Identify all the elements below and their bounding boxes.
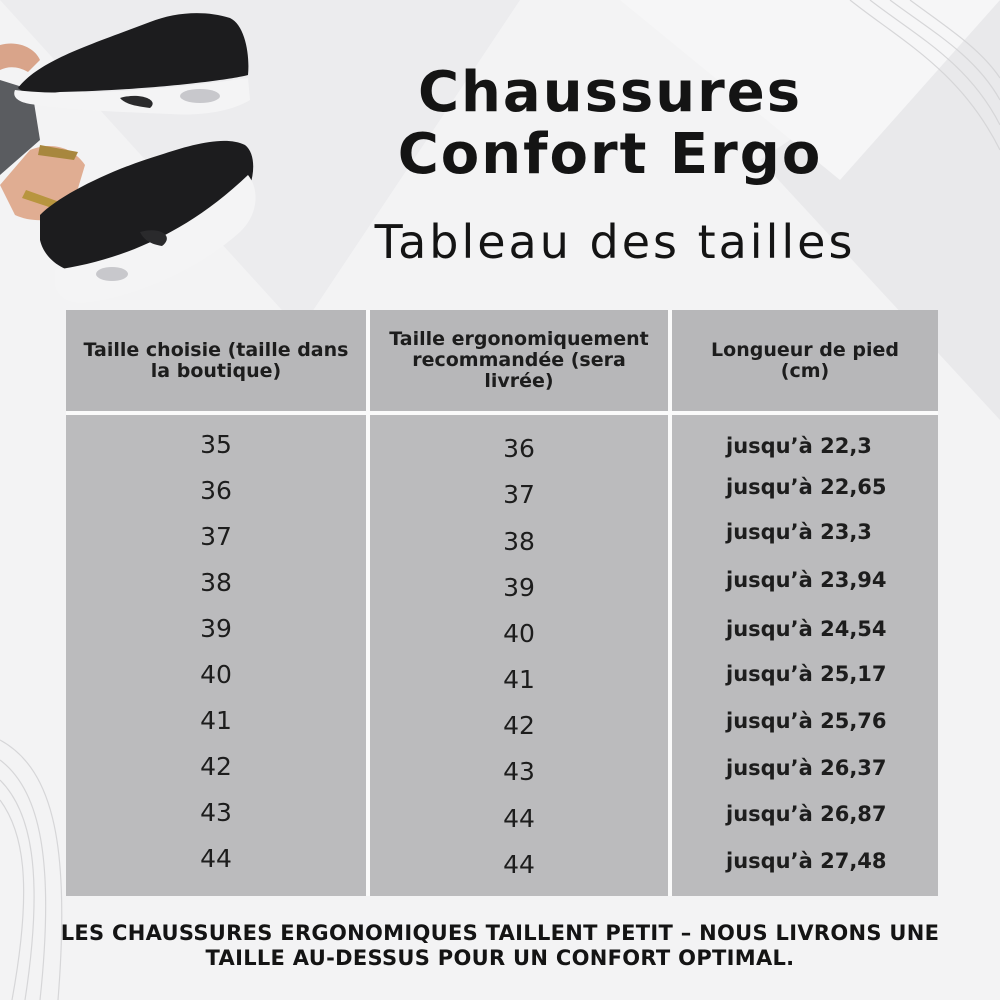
recommended-size-cell: 40 (503, 619, 535, 648)
foot-length-cell: jusqu’à 22,3 (726, 434, 872, 458)
foot-length-cell: jusqu’à 25,76 (726, 709, 887, 733)
page-title (330, 62, 890, 186)
recommended-size-cell: 37 (503, 480, 535, 509)
column-foot-length (672, 310, 938, 896)
chosen-size-cell: 37 (200, 522, 232, 551)
title-line-1: Chaussures (417, 60, 803, 125)
recommended-size-cell: 38 (503, 527, 535, 556)
sizing-note: LES CHAUSSURES ERGONOMIQUES TAILLENT PETIT – NOUS LIVRONS UNE TAILLE AU-DESSUS POUR UN CONFORT OPTIMAL. (60, 921, 940, 970)
chosen-size-cell: 43 (200, 798, 232, 827)
foot-length-cell: jusqu’à 22,65 (726, 475, 887, 499)
column-body (672, 415, 938, 896)
recommended-size-cell: 43 (503, 757, 535, 786)
chosen-size-cell: 35 (200, 430, 232, 459)
foot-length-cell: jusqu’à 23,3 (726, 520, 872, 544)
size-table (66, 310, 938, 896)
chosen-size-cell: 41 (200, 706, 232, 735)
page-subtitle: Tableau des tailles (374, 215, 856, 269)
foot-length-cell: jusqu’à 27,48 (726, 849, 887, 873)
chosen-size-cell: 40 (200, 660, 232, 689)
chosen-size-cell: 42 (200, 752, 232, 781)
foot-length-cell: jusqu’à 25,17 (726, 662, 887, 686)
recommended-size-cell: 36 (503, 434, 535, 463)
foot-length-cell: jusqu’à 24,54 (726, 617, 887, 641)
recommended-size-cell: 41 (503, 665, 535, 694)
foot-length-cell: jusqu’à 26,87 (726, 802, 887, 826)
chosen-size-cell: 44 (200, 844, 232, 873)
chosen-size-cell: 39 (200, 614, 232, 643)
shoe-photo (0, 0, 265, 315)
chosen-size-cell: 38 (200, 568, 232, 597)
chosen-size-cell: 36 (200, 476, 232, 505)
column-body (66, 415, 366, 896)
column-body (370, 415, 668, 896)
recommended-size-cell: 44 (503, 850, 535, 879)
title-line-2: Confort Ergo (397, 122, 823, 187)
column-recommended-size (370, 310, 668, 896)
column-header: Taille choisie (taille dans la boutique) (66, 310, 366, 411)
recommended-size-cell: 42 (503, 711, 535, 740)
column-header: Longueur de pied (cm) (672, 310, 938, 411)
column-header: Taille ergonomiquement recommandée (sera livrée) (370, 310, 668, 411)
foot-length-cell: jusqu’à 26,37 (726, 756, 887, 780)
foot-length-cell: jusqu’à 23,94 (726, 568, 887, 592)
recommended-size-cell: 44 (503, 804, 535, 833)
column-chosen-size (66, 310, 366, 896)
recommended-size-cell: 39 (503, 573, 535, 602)
